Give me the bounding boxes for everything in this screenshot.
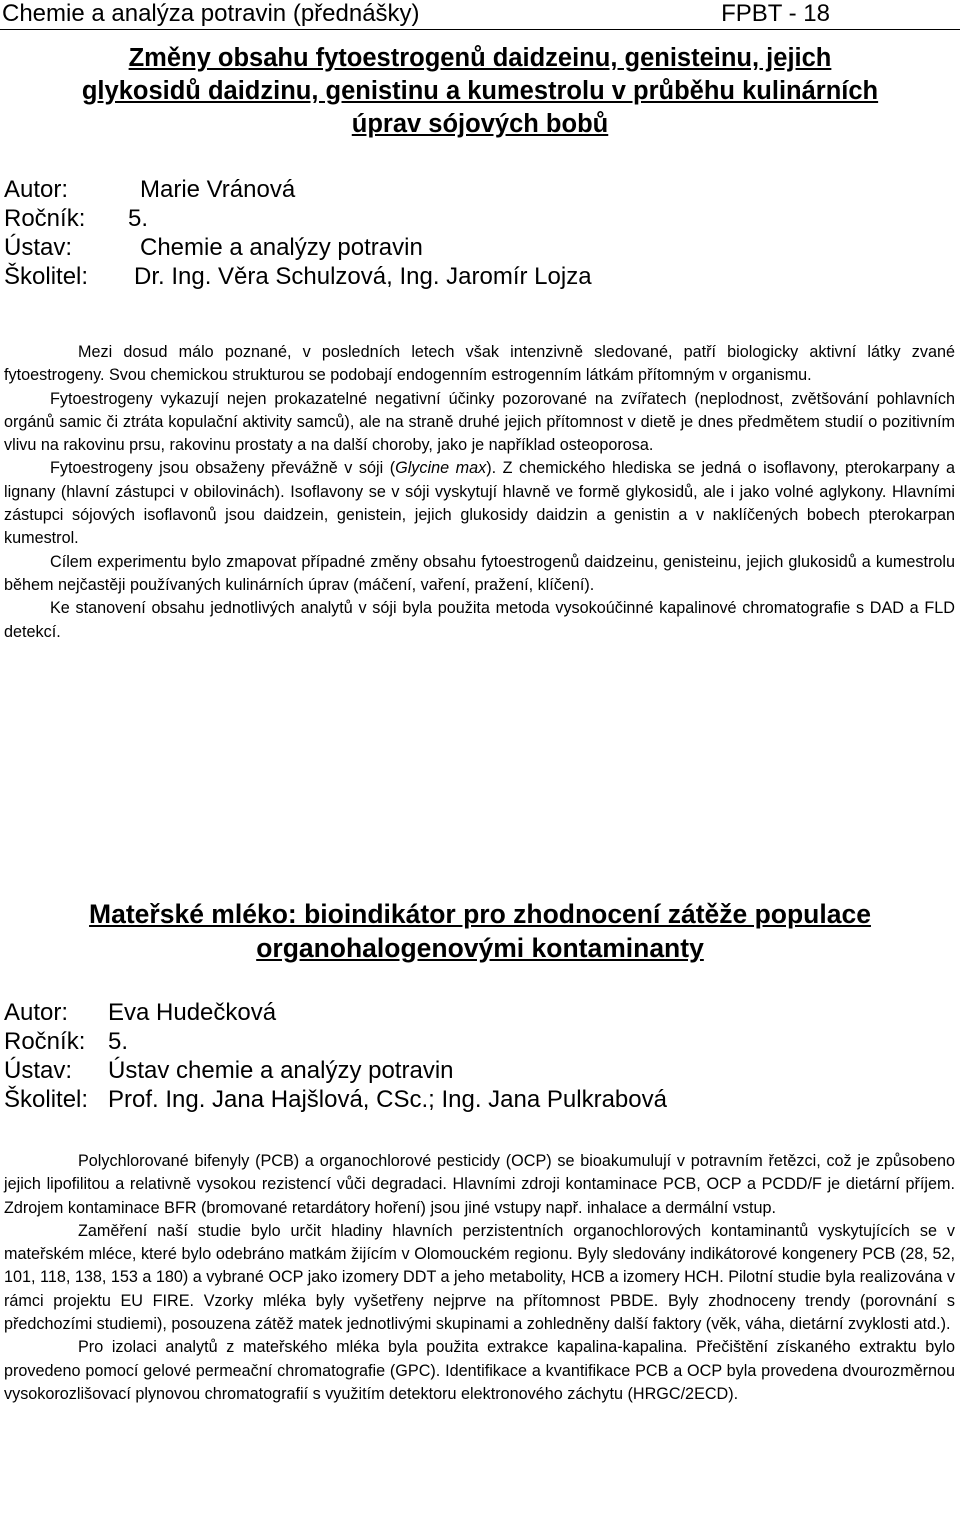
supervisor-value: Dr. Ing. Věra Schulzová, Ing. Jaromír Lojza xyxy=(134,263,592,290)
author-value: Marie Vránová xyxy=(140,176,296,203)
page-code: FPBT - 18 xyxy=(721,0,830,27)
article1-abstract xyxy=(4,341,955,644)
year-value: 5. xyxy=(128,205,149,232)
article1-title xyxy=(0,42,960,141)
author-label: Autor: xyxy=(4,176,69,203)
article1-title-line1: Změny obsahu fytoestrogenů daidzeinu, genisteinu, jejich xyxy=(128,44,832,72)
institute-label: Ústav: xyxy=(4,1057,73,1084)
year-value: 5. xyxy=(108,1028,129,1055)
article2-title xyxy=(0,897,960,965)
year-label: Ročník: xyxy=(4,205,86,232)
article1-paragraph: Ke stanovení obsahu jednotlivých analytů v sóji byla použita metoda vysokoúčinné kapalinové chromatografie s DAD a FLD detekcí. xyxy=(4,599,955,641)
year-label: Ročník: xyxy=(4,1028,86,1055)
article2-title-line1: Mateřské mléko: bioindikátor pro zhodnocení zátěže populace xyxy=(89,899,871,929)
article1-paragraph: Fytoestrogeny vykazují nejen prokazatelné negativní účinky pozorované na zvířatech (neplodnost, zvětšování pohlavních orgánů samic či ztráta kopulační aktivity samců), ale na straně druhé jejich přítomnost v dietě je dnes předmětem studií o pozitivním vlivu na rakovinu prsu, rakovinu prostaty a na další choroby, jako je například osteoporosa. xyxy=(4,389,955,455)
institute-label: Ústav: xyxy=(4,234,73,261)
p3-start: Fytoestrogeny jsou obsaženy převážně v sóji ( xyxy=(50,459,396,478)
article2-paragraph: Pro izolaci analytů z mateřského mléka byla použita extrakce kapalina-kapalina. Přečištění získaného extraktu bylo provedeno pomocí gelové permeační chromatografie (GPC). Identifikace a kvantifikace PCB a OCP byla provedena dvourozměrnou vysokorozlišovací plynovou chromatografií s využitím detektoru elektronového záchytu (HRGC/2ECD). xyxy=(4,1338,955,1403)
article1-paragraph: Cílem experimentu bylo zmapovat případné změny obsahu fytoestrogenů daidzeinu, genisteinu, jejich glukosidů a kumestrolu během nejčastěji používaných kulinárních úprav (máčení, vaření, pražení, klíčení). xyxy=(4,552,955,594)
supervisor-label: Školitel: xyxy=(4,263,89,290)
page-header xyxy=(0,0,960,30)
article1-title-line2: glykosidů daidzinu, genistinu a kumestrolu v průběhu kulinárních xyxy=(81,77,879,105)
species-name: Glycine max xyxy=(395,459,487,478)
author-label: Autor: xyxy=(4,999,69,1026)
supervisor-label: Školitel: xyxy=(4,1086,89,1113)
article2-title-line2: organohalogenovými kontaminanty xyxy=(256,933,704,963)
author-value: Eva Hudečková xyxy=(108,999,277,1026)
article2-abstract xyxy=(4,1150,955,1406)
article2-paragraph: Zaměření naší studie bylo určit hladiny hlavních perzistentních organochlorových kontaminantů vyskytujících se v mateřském mléce, které bylo odebráno matkám žijícím v Olomouckém regionu. Byly sledovány indikátorové kongenery PCB (28, 52, 101, 118, 138, 153 a 180) a vybrané OCP jako izomery DDT a jeho metabolity, HCB a izomery HCH. Pilotní studie byla realizována v rámci projektu EU FIRE. Vzorky mléka byly vyšetřeny nejprve na přítomnost PBDE. Byly zhodnoceny trendy (porovnání s předchozími studiemi), posouzena zátěž matek jednotlivými skupinami a zohledněny další faktory (věk, váha, dietární zvyklosti atd.). xyxy=(4,1221,955,1334)
institute-value: Ústav chemie a analýzy potravin xyxy=(108,1057,454,1084)
article2-paragraph: Polychlorované bifenyly (PCB) a organochlorové pesticidy (OCP) se bioakumulují v potravním řetězci, což je způsobeno jejich lipofilitou a relativně vysokou rezistencí vůči degradaci. Hlavními zdroji kontaminace PCB, OCP a PCDD/F je dietární příjem. Zdrojem kontaminace BFR (bromované retardátory hoření) jsou jiné vstupy např. inhalace a dermální vstup. xyxy=(4,1152,955,1217)
course-title: Chemie a analýza potravin (přednášky) xyxy=(2,0,420,27)
article1-paragraph: Mezi dosud málo poznané, v posledních letech však intenzivně sledované, patří biologicky aktivní látky zvané fytoestrogeny. Svou chemickou strukturou se podobají endogenním estrogenním látkám přítomným v organismu. xyxy=(4,343,955,385)
supervisor-value: Prof. Ing. Jana Hajšlová, CSc.; Ing. Jana Pulkrabová xyxy=(108,1086,667,1113)
article1-title-line3: úprav sójových bobů xyxy=(351,110,609,138)
article1-paragraph xyxy=(4,457,955,550)
institute-value: Chemie a analýzy potravin xyxy=(140,234,423,261)
p3-rest: ). Z chemického hlediska se jedná o isoflavony, pterokarpany a lignany (hlavní zástupci v obilovinách). Isoflavony se v sóji vyskytují hlavně ve formě glykosidů, ale i jako volné aglykony. Hlavními zástupci sójových isoflavonů jsou daidzein, genistein, jejich glukosidy daidzin a genistin a v naklíčených bobech pterokarpan kumestrol. xyxy=(4,459,955,548)
